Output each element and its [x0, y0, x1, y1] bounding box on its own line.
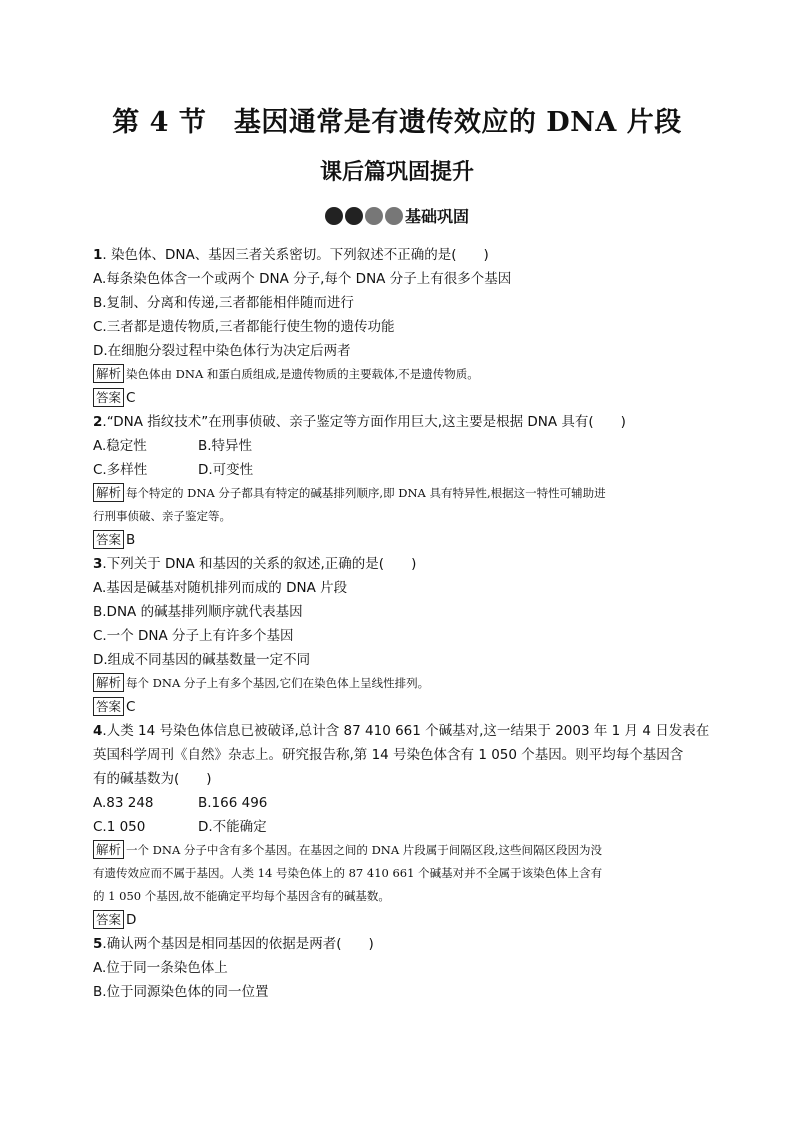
- answer-value: C: [126, 390, 136, 406]
- question-text: .“DNA 指纹技术”在刑事侦破、亲子鉴定等方面作用巨大,这主要是根据 DNA 具有( ): [102, 414, 626, 430]
- analysis-block: [93, 482, 699, 505]
- option: A.位于同一条染色体上: [93, 960, 228, 976]
- section-header: [0, 204, 794, 227]
- section-dots-icon: [325, 207, 403, 225]
- option: A.稳定性: [93, 438, 147, 454]
- page-subtitle: 课后篇巩固提升: [319, 160, 474, 185]
- analysis-text: 每个特定的 DNA 分子都具有特定的碱基排列顺序,即 DNA 具有特异性,根据这一特性可辅助进: [126, 486, 606, 500]
- question-list: [93, 243, 710, 1004]
- dot-icon: [345, 207, 363, 225]
- analysis-block: [93, 839, 699, 862]
- option: A.每条染色体含一个或两个 DNA 分子,每个 DNA 分子上有很多个基因: [93, 271, 512, 287]
- answer-block: [93, 528, 699, 552]
- answer-value: B: [126, 532, 136, 548]
- option: B.复制、分离和传递,三者都能相伴随而进行: [93, 295, 354, 311]
- option: C.三者都是遗传物质,三者都能行使生物的遗传功能: [93, 319, 395, 335]
- question-stem: [93, 932, 699, 956]
- analysis-text: 每个 DNA 分子上有多个基因,它们在染色体上呈线性排列。: [126, 676, 430, 690]
- question-stem: [93, 552, 699, 576]
- analysis-tag: 解析: [93, 483, 124, 502]
- question-text: .确认两个基因是相同基因的依据是两者( ): [102, 936, 374, 952]
- option: B.特异性: [198, 438, 253, 454]
- option-row: [93, 791, 699, 815]
- option: B.位于同源染色体的同一位置: [93, 984, 269, 1000]
- analysis-text: 有遗传效应而不属于基因。人类 14 号染色体上的 87 410 661 个碱基对并不全属于该染色体上含有: [93, 866, 603, 880]
- question-number: 3: [93, 556, 103, 572]
- analysis-block: [93, 363, 699, 386]
- option-row: [93, 458, 699, 482]
- question-number: 4: [93, 723, 103, 739]
- question-stem: [93, 410, 699, 434]
- question-text: . 染色体、DNA、基因三者关系密切。下列叙述不正确的是( ): [102, 247, 489, 263]
- analysis-text: 的 1 050 个基因,故不能确定平均每个基因含有的碱基数。: [93, 889, 390, 903]
- analysis-text: 行刑事侦破、亲子鉴定等。: [93, 509, 231, 523]
- answer-block: [93, 386, 699, 410]
- option-row: [93, 434, 699, 458]
- question-1: [93, 243, 699, 410]
- option: C.一个 DNA 分子上有许多个基因: [93, 628, 294, 644]
- analysis-text: 一个 DNA 分子中含有多个基因。在基因之间的 DNA 片段属于间隔区段,这些间隔区段因为没: [126, 843, 602, 857]
- option-row: [93, 815, 699, 839]
- question-3: [93, 552, 699, 719]
- dot-icon: [385, 207, 403, 225]
- question-number: 2: [93, 414, 103, 430]
- option: D.组成不同基因的碱基数量一定不同: [93, 652, 311, 668]
- question-5: [93, 932, 699, 1004]
- answer-value: C: [126, 699, 136, 715]
- question-2: [93, 410, 699, 552]
- question-stem: [93, 243, 699, 267]
- question-text: 英国科学周刊《自然》杂志上。研究报告称,第 14 号染色体含有 1 050 个基因。则平均每个基因含: [93, 747, 684, 763]
- option: B.166 496: [198, 795, 268, 811]
- question-number: 1: [93, 247, 103, 263]
- question-text: .下列关于 DNA 和基因的关系的叙述,正确的是( ): [102, 556, 417, 572]
- option: A.83 248: [93, 795, 154, 811]
- option: B.DNA 的碱基排列顺序就代表基因: [93, 604, 303, 620]
- question-number: 5: [93, 936, 103, 952]
- dot-icon: [325, 207, 343, 225]
- question-text: 有的碱基数为( ): [93, 771, 212, 787]
- analysis-text: 染色体由 DNA 和蛋白质组成,是遗传物质的主要载体,不是遗传物质。: [126, 367, 479, 381]
- option: C.1 050: [93, 819, 146, 835]
- question-4: [93, 719, 710, 932]
- question-stem: [93, 719, 710, 743]
- answer-block: [93, 695, 699, 719]
- page-title: 第 4 节 基因通常是有遗传效应的 DNA 片段: [112, 107, 682, 138]
- answer-value: D: [126, 912, 137, 928]
- answer-tag: 答案: [93, 910, 124, 929]
- answer-tag: 答案: [93, 530, 124, 549]
- option: C.多样性: [93, 462, 148, 478]
- analysis-tag: 解析: [93, 364, 124, 383]
- option: A.基因是碱基对随机排列而成的 DNA 片段: [93, 580, 348, 596]
- dot-icon: [365, 207, 383, 225]
- analysis-tag: 解析: [93, 840, 124, 859]
- option: D.不能确定: [198, 819, 267, 835]
- analysis-tag: 解析: [93, 673, 124, 692]
- answer-block: [93, 908, 699, 932]
- analysis-block: [93, 672, 699, 695]
- question-text: .人类 14 号染色体信息已被破译,总计含 87 410 661 个碱基对,这一结果于 2003 年 1 月 4 日发表在: [102, 723, 710, 739]
- answer-tag: 答案: [93, 697, 124, 716]
- option: D.可变性: [198, 462, 254, 478]
- option: D.在细胞分裂过程中染色体行为决定后两者: [93, 343, 351, 359]
- answer-tag: 答案: [93, 388, 124, 407]
- section-label: 基础巩固: [404, 207, 469, 226]
